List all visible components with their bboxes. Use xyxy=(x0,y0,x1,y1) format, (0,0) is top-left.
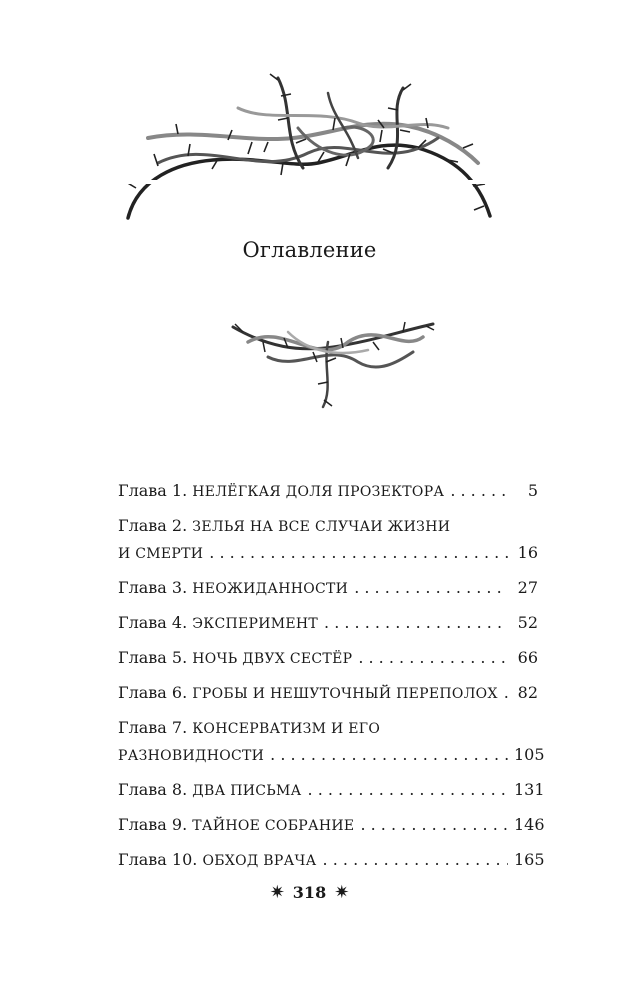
toc-chapter-prefix: Глава 7. xyxy=(118,718,188,737)
toc-chapter-prefix: Глава 8. xyxy=(118,780,188,799)
toc-leader-dots xyxy=(209,540,508,565)
toc-entry[interactable] xyxy=(118,478,538,505)
toc-leader-dots xyxy=(360,812,508,837)
toc-chapter-title: НЕЛЁГКАЯ ДОЛЯ ПРОЗЕКТОРА xyxy=(192,484,445,500)
toc-page-number: 146 xyxy=(514,815,545,834)
toc-chapter-prefix: Глава 6. xyxy=(118,683,188,702)
toc-entry[interactable] xyxy=(118,575,538,602)
toc-chapter-title: ЭКСПЕРИМЕНТ xyxy=(192,616,319,632)
star-left-icon: ✷ xyxy=(269,882,285,903)
toc-page-number: 105 xyxy=(514,745,545,764)
toc-chapter-title: КОНСЕРВАТИЗМ И ЕГО xyxy=(192,721,381,737)
toc-chapter-prefix: Глава 5. xyxy=(118,648,188,667)
toc-leader-dots xyxy=(450,478,508,503)
toc-page-number: 27 xyxy=(517,578,538,597)
thorn-ornament-middle xyxy=(228,312,438,412)
toc-page-number: 52 xyxy=(517,613,538,632)
toc-chapter-title: ЗЕЛЬЯ НА ВСЕ СЛУЧАИ ЖИЗНИ xyxy=(192,519,451,535)
toc-entry[interactable] xyxy=(118,777,545,804)
toc-entry[interactable] xyxy=(118,680,538,707)
toc-page-number: 5 xyxy=(527,481,538,500)
page-folio xyxy=(0,882,619,903)
page-number: 318 xyxy=(292,883,327,902)
toc-entry[interactable] xyxy=(118,610,538,637)
toc-leader-dots xyxy=(270,742,508,767)
star-right-icon: ✷ xyxy=(334,882,350,903)
toc-page-number: 131 xyxy=(514,780,545,799)
toc-leader-dots xyxy=(504,680,508,705)
toc-entry[interactable] xyxy=(118,513,538,567)
toc-page-number: 165 xyxy=(514,850,545,869)
toc-leader-dots xyxy=(358,645,508,670)
thorn-ornament-top xyxy=(118,68,503,228)
toc-leader-dots xyxy=(324,610,508,635)
table-of-contents xyxy=(118,478,545,882)
toc-entry[interactable] xyxy=(118,812,545,839)
toc-leader-dots xyxy=(308,777,508,802)
toc-chapter-title-continued: РАЗНОВИДНОСТИ xyxy=(118,748,265,764)
toc-leader-dots xyxy=(354,575,508,600)
toc-entry[interactable] xyxy=(118,715,545,769)
toc-chapter-title: ТАЙНОЕ СОБРАНИЕ xyxy=(192,818,355,834)
toc-chapter-prefix: Глава 10. xyxy=(118,850,198,869)
toc-chapter-prefix: Глава 2. xyxy=(118,516,188,535)
toc-chapter-title: ГРОБЫ И НЕШУТОЧНЫЙ ПЕРЕПОЛОХ xyxy=(192,686,498,702)
toc-leader-dots xyxy=(323,847,508,872)
toc-chapter-prefix: Глава 3. xyxy=(118,578,188,597)
toc-chapter-prefix: Глава 4. xyxy=(118,613,188,632)
toc-chapter-title: ДВА ПИСЬМА xyxy=(192,783,302,799)
toc-entry[interactable] xyxy=(118,847,545,874)
toc-chapter-title-continued: И СМЕРТИ xyxy=(118,546,204,562)
toc-page-number: 82 xyxy=(517,683,538,702)
toc-chapter-title: НЕОЖИДАННОСТИ xyxy=(192,581,349,597)
toc-chapter-prefix: Глава 1. xyxy=(118,481,188,500)
toc-page-number: 16 xyxy=(517,543,538,562)
page-title: Оглавление xyxy=(242,238,377,262)
toc-page-number: 66 xyxy=(517,648,538,667)
toc-chapter-title: НОЧЬ ДВУХ СЕСТЁР xyxy=(192,651,353,667)
toc-entry[interactable] xyxy=(118,645,538,672)
toc-chapter-title: ОБХОД ВРАЧА xyxy=(202,853,317,869)
toc-chapter-prefix: Глава 9. xyxy=(118,815,188,834)
